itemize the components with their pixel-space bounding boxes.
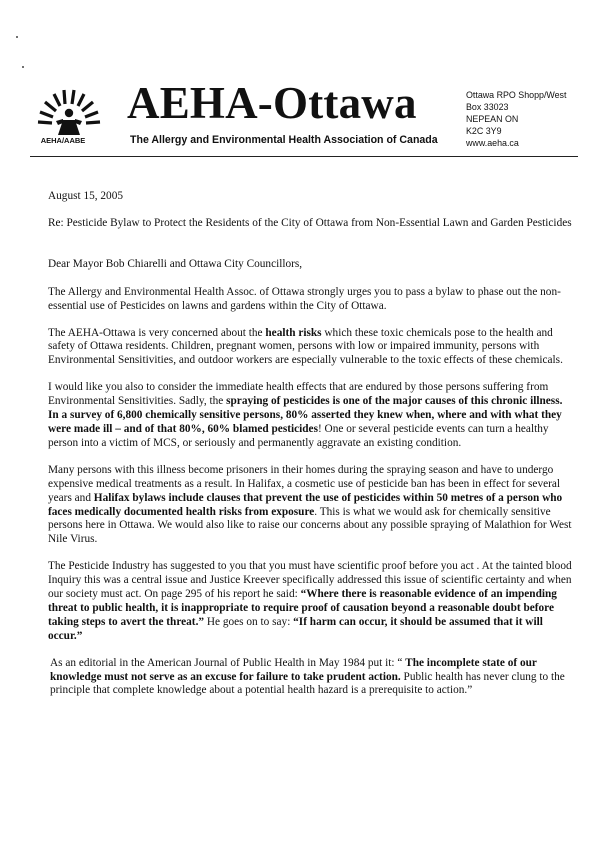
paragraph-text: Public health has never clung to the principle that complete knowledge about a potential health hazard is a prerequisite to action.” (50, 670, 565, 697)
paragraph-text: The AEHA-Ottawa is very concerned about the (48, 326, 266, 339)
paragraph-3 (48, 381, 573, 451)
quote-text: “If harm can occur, it should be assumed that it will occur.” (48, 615, 543, 642)
header-divider (30, 156, 578, 157)
paragraph-6 (48, 657, 573, 699)
address-line: NEPEAN ON (466, 114, 519, 124)
website-link[interactable]: www.aeha.ca (466, 138, 519, 148)
paragraph-text: He goes on to say: (204, 615, 294, 628)
salutation: Dear Mayor Bob Chiarelli and Ottawa City Councillors, (48, 257, 303, 270)
logo-caption: AEHA/AABE (40, 136, 86, 145)
emphasis-text: Halifax bylaws include clauses that prevent the use of pesticides within 50 metres of a person who faces medically documented health risks from exposure (48, 491, 563, 518)
organization-full-name: The Allergy and Environmental Health Association of Canada (130, 134, 438, 146)
organization-name: AEHA-Ottawa (127, 78, 417, 128)
quote-text: “Where there is reasonable evidence of an impending threat to public health, it is inappropriate to require proof of causation beyond a reasonable doubt before taking steps to avert the threat.” (48, 588, 557, 628)
paragraph-text: The Pesticide Industry has suggested to you that you must have scientific proof before you act . At the tainted blood Inquiry this was a central issue and Justice Kreever specifically addressed this issue of scientific certainty and when our society must act. On page 295 of his report he said: (48, 560, 572, 601)
paragraph-text: ! One or several pesticide events can turn a healthy person into a victim of MCS, or seriously and permanently aggravate an existing condition. (48, 422, 549, 449)
mailing-address (466, 89, 606, 149)
paragraph-text: . This is what we would ask for chemically sensitive persons here in Ottawa. We would also like to raise our concerns about any possible spraying of Malathion for West Nile Virus. (48, 505, 572, 546)
subject-line: Re: Pesticide Bylaw to Protect the Residents of the City of Ottawa from Non-Essential Lawn and Garden Pesticides (48, 216, 572, 229)
paragraph-text: Many persons with this illness become prisoners in their homes during the spraying season and have to undergo expensive medical treatments as a result. In Halifax, a cosmetic use of pesticide ban has been in effect for several years and (48, 463, 561, 504)
paragraph-text: I would like you also to consider the immediate health effects that are endured by those persons suffering from Environmental Sensitivities. Sadly, the (48, 381, 549, 408)
paragraph-5 (48, 560, 573, 643)
radiant-figure-icon (32, 85, 122, 137)
address-line: Ottawa RPO Shopp/West (466, 90, 567, 100)
emphasis-text: health risks (265, 326, 322, 339)
paragraph-2 (48, 327, 573, 369)
address-line: Box 33023 (466, 102, 509, 112)
scan-speck (16, 36, 18, 38)
paragraph-4 (48, 464, 573, 547)
emphasis-text: spraying of pesticides is one of the major causes of this chronic illness. In a survey of 6,800 chemically sensitive persons, 80% asserted they knew when, where and with what they were made ill – and of that 80%, 60% blamed pesticides (48, 395, 563, 435)
letter-body (48, 190, 573, 711)
address-line: K2C 3Y9 (466, 126, 502, 136)
paragraph-text: As an editorial in the American Journal of Public Health in May 1984 put it: “ (50, 656, 406, 669)
scan-speck (22, 66, 24, 68)
paragraph-1: The Allergy and Environmental Health Assoc. of Ottawa strongly urges you to pass a bylaw to phase out the non-essential use of Pesticides on lawns and gardens within the City of Ottawa. (48, 285, 561, 312)
quote-text: The incomplete state of our knowledge must not serve as an excuse for failure to take prudent action. (50, 656, 537, 683)
letter-date: August 15, 2005 (48, 190, 124, 202)
paragraph-text: which these toxic chemicals pose to the health and safety of Ottawa residents. Children, pregnant women, persons with low or impaired immunity, persons with Environmental Sensitivities, and outdoor workers are especially vulnerable to the toxic effects of these chemicals. (48, 326, 563, 367)
